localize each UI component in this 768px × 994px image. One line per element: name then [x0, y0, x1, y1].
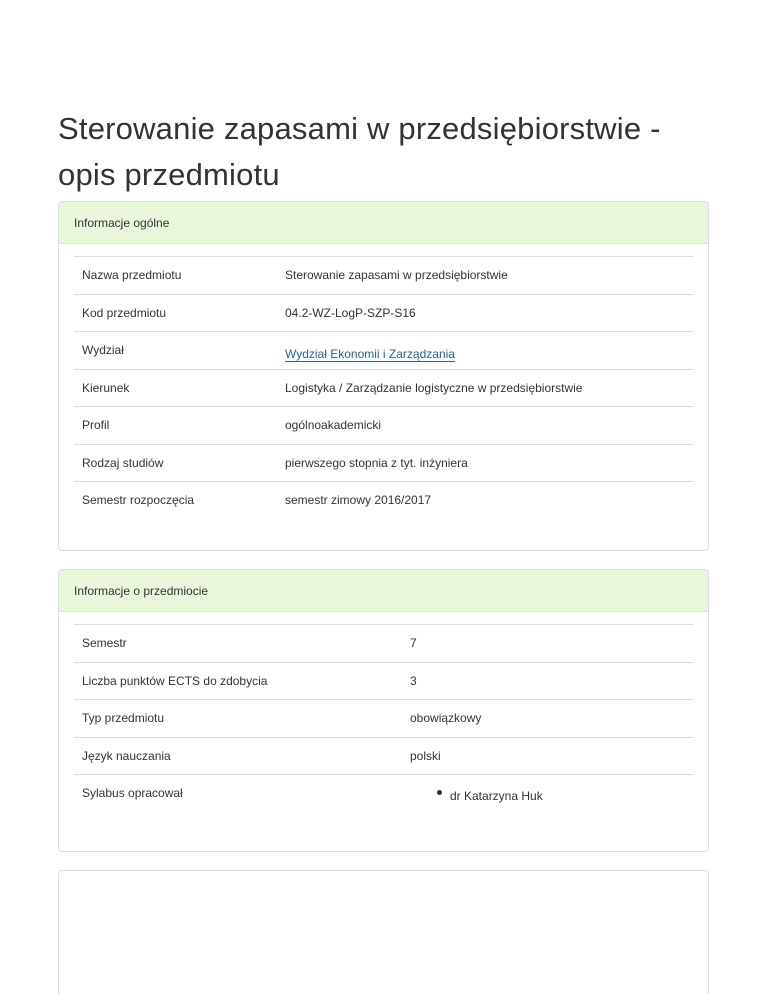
table-row: [74, 662, 693, 700]
row-label: Nazwa przedmiotu: [82, 268, 182, 282]
row-label: Typ przedmiotu: [82, 711, 165, 725]
faculty-link[interactable]: Wydział Ekonomii i Zarządzania: [285, 347, 455, 361]
row-label: Kod przedmiotu: [82, 305, 167, 320]
table-row: [74, 294, 693, 332]
row-label: Język nauczania: [82, 748, 171, 763]
course-info-table: [59, 612, 708, 834]
table-row: [74, 369, 693, 407]
row-value: 7: [410, 636, 417, 650]
row-value: ogólnoakademicki: [285, 418, 382, 432]
next-panel: [58, 870, 709, 994]
table-row: [74, 406, 693, 444]
table-row: [74, 624, 693, 662]
course-info-heading: Informacje o przedmiocie: [59, 570, 708, 612]
row-value: polski: [410, 748, 441, 763]
general-info-table: [59, 244, 708, 519]
table-row: [74, 774, 693, 834]
row-label: Semestr: [82, 636, 127, 650]
general-info-heading: Informacje ogólne: [59, 202, 708, 244]
table-row: [74, 444, 693, 482]
row-label: Rodzaj studiów: [82, 455, 164, 470]
list-item: dr Katarzyna Huk: [436, 788, 543, 804]
row-label: Profil: [82, 418, 110, 432]
table-row: [74, 481, 693, 519]
row-value: obowiązkowy: [410, 711, 482, 725]
row-label: Liczba punktów ECTS do zdobycia: [82, 673, 268, 688]
table-row: [74, 699, 693, 737]
row-value: semestr zimowy 2016/2017: [285, 493, 432, 507]
row-value: Logistyka / Zarządzanie logistyczne w przedsiębiorstwie: [285, 380, 583, 395]
syllabus-authors-list: [436, 788, 543, 804]
row-value: Sterowanie zapasami w przedsiębiorstwie: [285, 268, 508, 282]
row-label: Wydział: [82, 343, 124, 357]
page-title: Sterowanie zapasami w przedsiębiorstwie - opis przedmiotu: [58, 111, 661, 192]
row-label: Sylabus opracował: [82, 786, 183, 800]
table-row: [74, 331, 693, 369]
row-label: Semestr rozpoczęcia: [82, 493, 195, 507]
row-value: 3: [410, 673, 417, 688]
row-label: Kierunek: [82, 380, 130, 395]
table-row: [74, 737, 693, 775]
table-row: [74, 256, 693, 294]
row-value: pierwszego stopnia z tyt. inżyniera: [285, 455, 468, 470]
course-info-panel: [58, 569, 709, 852]
row-value: 04.2-WZ-LogP-SZP-S16: [285, 305, 416, 320]
general-info-panel: [58, 201, 709, 551]
